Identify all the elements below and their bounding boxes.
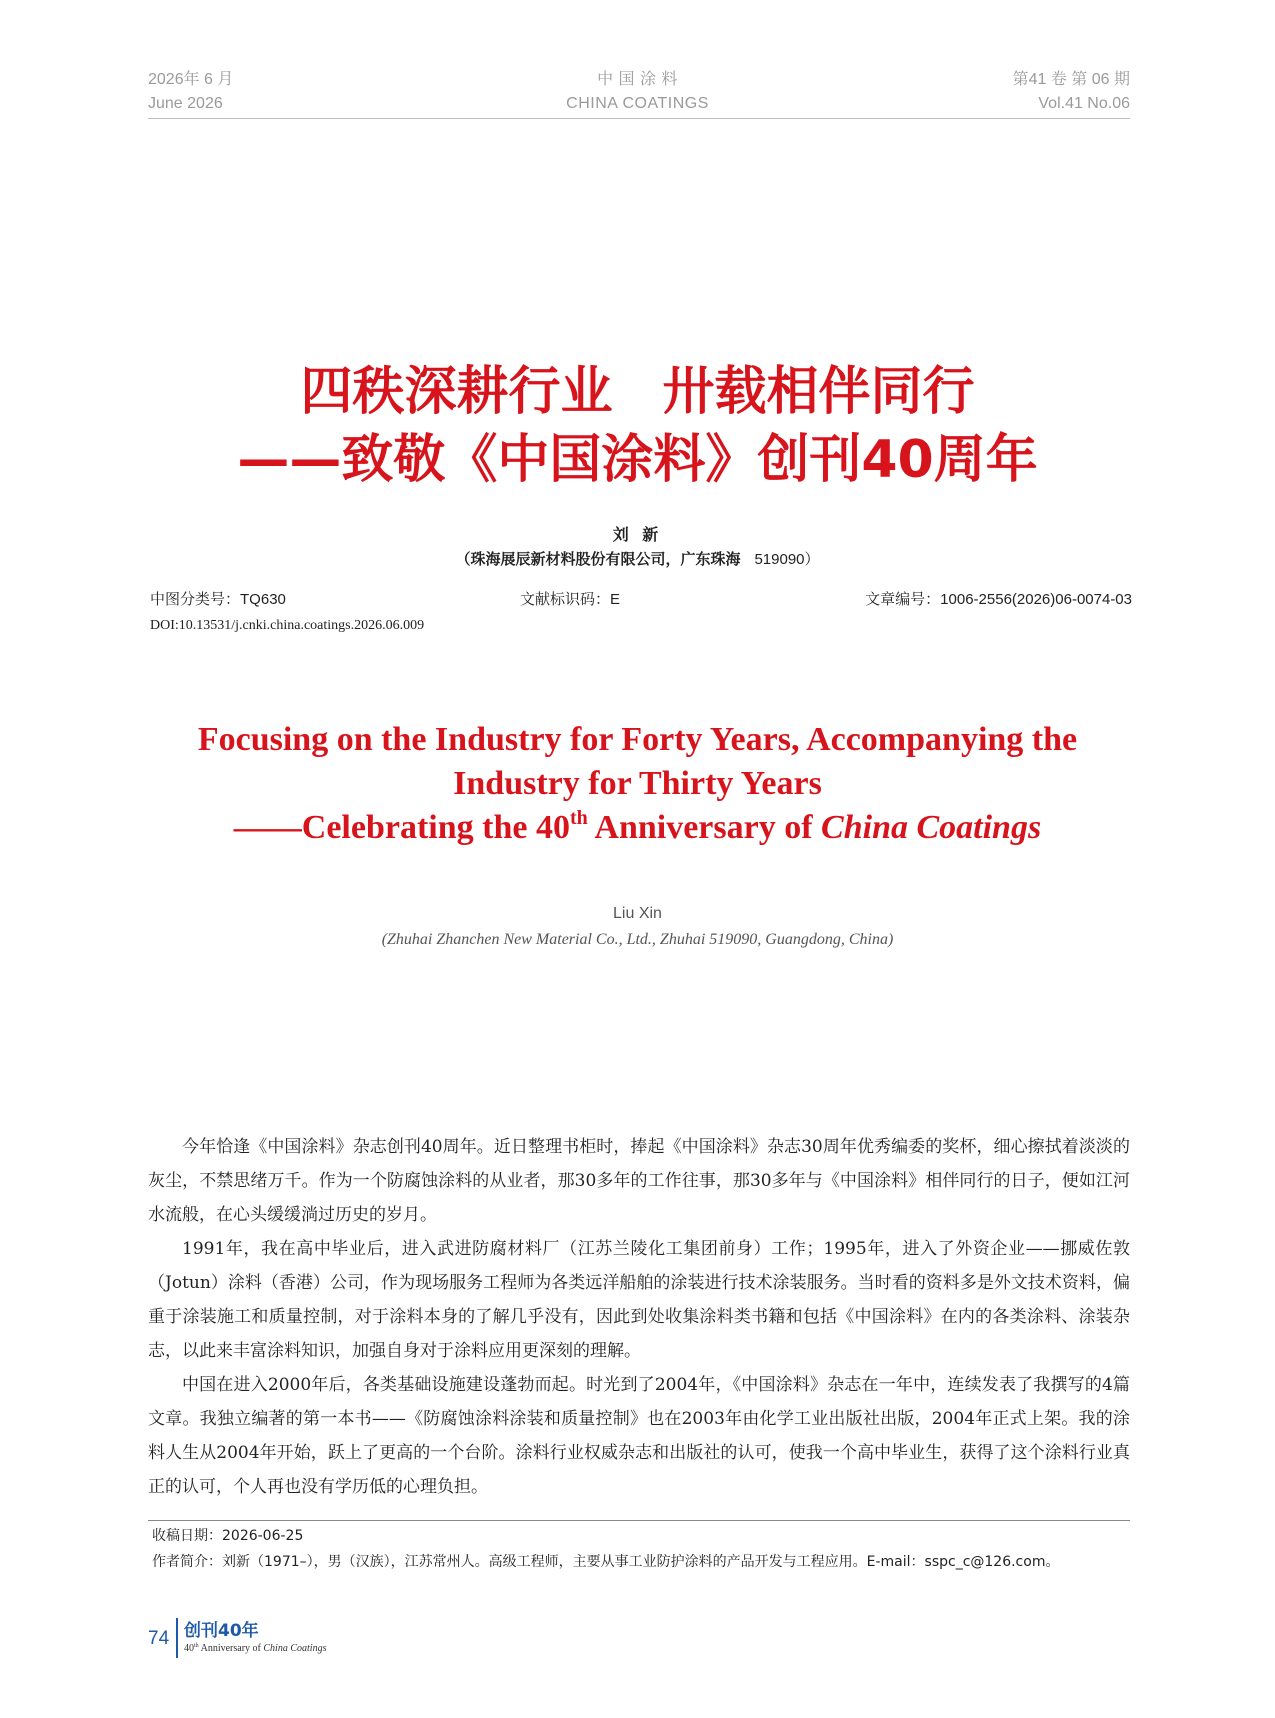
title-en-line2: Industry for Thirty Years (453, 765, 822, 802)
footer-section-zh: 创刊40年 (184, 1621, 259, 1641)
article-body (148, 1130, 1130, 1504)
running-header-right (1013, 68, 1130, 116)
document-code-label: 文献标识码： (520, 590, 611, 608)
title-zh-line2: ——致敬《中国涂料》创刊40周年 (237, 430, 1038, 490)
footer-bar (176, 1618, 178, 1658)
title-zh-part1: 四秩深耕行业 (300, 362, 613, 422)
footer-section-en-journal: China Coatings (263, 1643, 327, 1654)
title-en-line3-journal: China Coatings (821, 809, 1042, 846)
title-zh-part2: 卅载相伴同行 (662, 362, 975, 422)
title-en-line1: Focusing on the Industry for Forty Years, Accompanying the (197, 721, 1078, 758)
footer-section-en-sup: th (194, 1643, 199, 1649)
document-code-value: E (610, 591, 621, 608)
header-divider (148, 118, 1130, 119)
volume-issue-en: Vol.41 No.06 (1038, 95, 1130, 112)
page-number: 74 (148, 1628, 170, 1649)
clc-label: 中图分类号： (150, 590, 241, 608)
journal-name-zh: 中 国 涂 料 (597, 71, 678, 88)
article-number-value: 1006-2556(2026)06-0074-03 (940, 591, 1132, 608)
volume-issue-zh: 第41 卷 第 06 期 (1012, 71, 1130, 88)
footer-section-en-middle: Anniversary of (198, 1643, 264, 1654)
document-code (520, 588, 620, 609)
body-paragraph-1: 今年恰逢《中国涂料》杂志创刊40周年。近日整理书柜时，捧起《中国涂料》杂志30周年优秀编委的奖杯，细心擦拭着淡淡的灰尘，不禁思绪万千。作为一个防腐蚀涂料的从业者，那30多年的工作往事，那30多年与《中国涂料》相伴同行的日子，便如江河水流般，在心头缓缓淌过历史的岁月。 (148, 1137, 1130, 1225)
affiliation-zh-org: （珠海展辰新材料股份有限公司，广东珠海 (455, 550, 741, 568)
author-zh: 刘 新 (612, 525, 663, 544)
title-en-line3-sup: th (569, 807, 588, 829)
author-en: Liu Xin (613, 905, 662, 922)
article-number (865, 588, 1132, 609)
footnote-divider (148, 1520, 1130, 1521)
title-en-line3-middle: Anniversary of (587, 809, 822, 846)
body-paragraph-2: 1991年，我在高中毕业后，进入武进防腐材料厂（江苏兰陵化工集团前身）工作；1995年，进入了外资企业——挪威佐敦（Jotun）涂料（香港）公司，作为现场服务工程师为各类远洋船舶的涂装进行技术涂装服务。当时看的资料多是外文技术资料，偏重于涂装施工和质量控制，对于涂料本身的了解几乎没有，因此到处收集涂料类书籍和包括《中国涂料》在内的各类涂料、涂装杂志，以此来丰富涂料知识，加强自身对于涂料应用更深刻的理解。 (148, 1239, 1130, 1361)
clc-number (150, 588, 286, 609)
issue-date-zh: 2026年 6 月 (148, 71, 234, 88)
article-number-label: 文章编号： (865, 590, 941, 608)
received-date: 收稿日期：2026-06-25 (152, 1528, 304, 1544)
issue-date-en: June 2026 (148, 95, 223, 112)
affiliation-zh (0, 548, 1275, 569)
doi: DOI:10.13531/j.cnki.china.coatings.2026.06.009 (150, 618, 425, 633)
author-bio: 作者简介：刘新（1971–），男（汉族），江苏常州人。高级工程师，主要从事工业防护涂料的产品开发与工程应用。E-mail：sspc_c@126.com。 (152, 1554, 1060, 1570)
title-en-line3 (0, 806, 1275, 850)
affiliation-en: (Zhuhai Zhanchen New Material Co., Ltd., Zhuhai 519090, Guangdong, China) (381, 931, 894, 948)
affiliation-zh-code: 519090） (754, 551, 820, 568)
clc-value: TQ630 (240, 591, 286, 608)
journal-name-en: CHINA COATINGS (566, 95, 709, 112)
body-paragraph-3: 中国在进入2000年后，各类基础设施建设蓬勃而起。时光到了2004年，《中国涂料》杂志在一年中，连续发表了我撰写的4篇文章。我独立编著的第一本书——《防腐蚀涂料涂装和质量控制》也在2003年由化学工业出版社出版，2004年正式上架。我的涂料人生从2004年开始，跃上了更高的一个台阶。涂料行业权威杂志和出版社的认可，使我一个高中毕业生，获得了这个涂料行业真正的认可，个人再也没有学历低的心理负担。 (148, 1375, 1130, 1497)
footer-section-en (184, 1643, 326, 1654)
title-zh-line1 (0, 360, 1275, 424)
footer-section-en-prefix: 40 (184, 1643, 194, 1654)
title-en-line3-prefix: ——Celebrating the 40 (233, 809, 570, 846)
